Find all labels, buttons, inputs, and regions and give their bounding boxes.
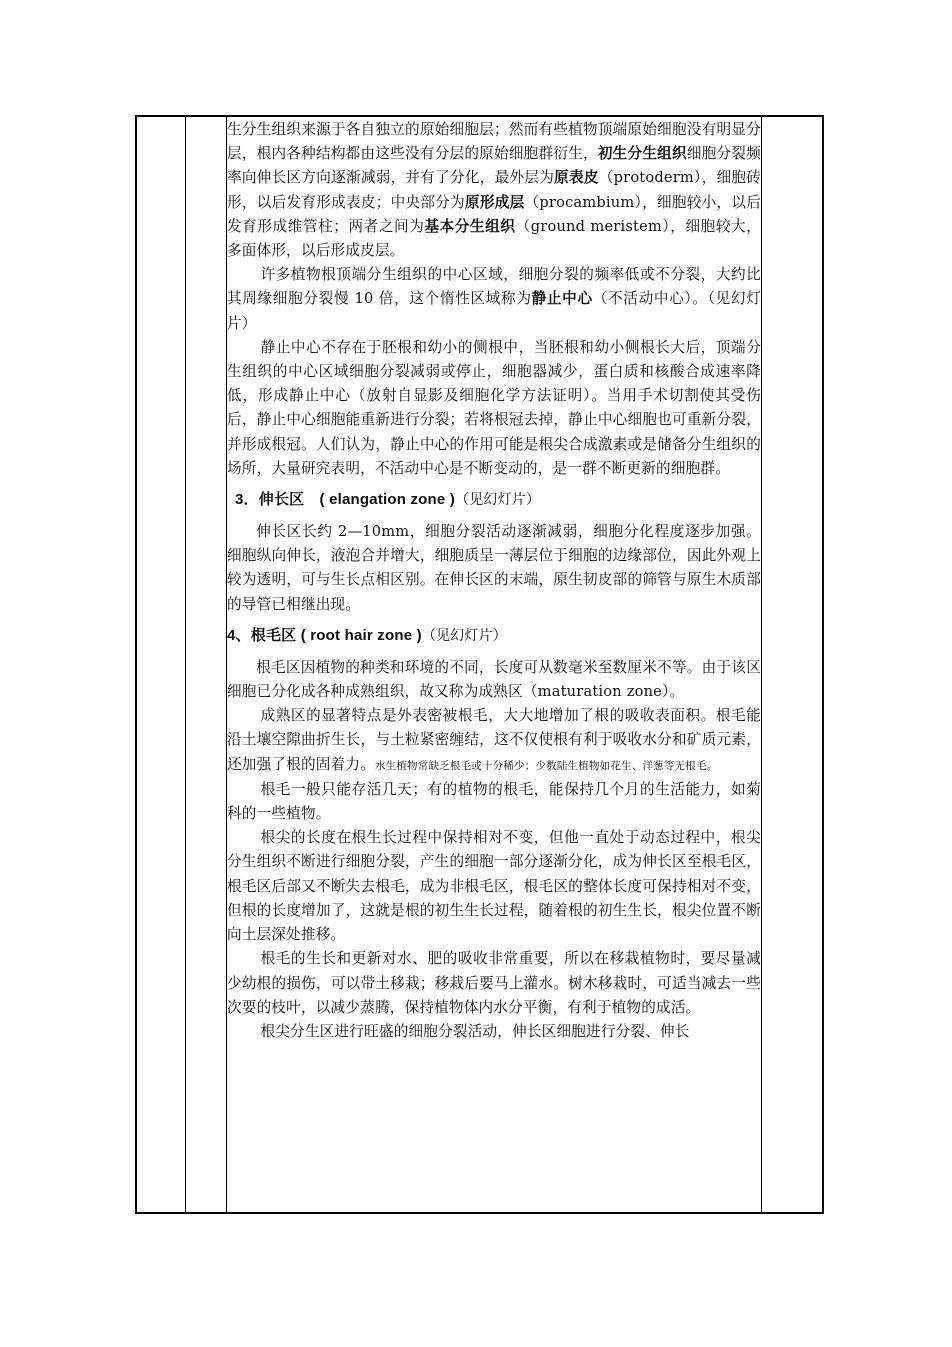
text: （procambium），细胞较小，以后发育形成维管柱；两者之间为 [227,193,762,235]
heading-elongation-zone [235,486,761,514]
paragraph-meristem-activity: 根尖分生区进行旺盛的细胞分裂活动，伸长区细胞进行分裂、伸长 [260,1022,690,1040]
column-divider-3 [761,117,762,1212]
text: 生分生组织来源于各自独立的原始细胞层；然而有些植物顶端原始细胞没有明显分层，根内各种结构都由这些没有分层的原始细胞群衍生， [227,121,761,163]
paragraph-root-hair-zone: 根毛区因植物的种类和环境的不同，长度可从数毫米至数厘米不等。由于该区细胞已分化成各种成熟组织，故又称为成熟区（maturation zone）。 [227,658,761,701]
paragraph-root-hair-life: 根毛一般只能存活几天；有的植物的根毛，能保持几个月的生活能力，如菊科的一些植物。 [227,780,761,823]
heading-title: 3．伸长区 ( elangation zone ) [235,491,456,509]
heading-title: 4、根毛区 ( root hair zone ) [227,626,422,644]
heading-root-hair-zone [227,622,761,650]
term-procambium: 原形成层 [465,193,525,211]
paragraph-root-tip-length: 根尖的长度在根生长过程中保持相对不变，但他一直处于动态过程中，根尖分生组织不断进行细胞分裂，产生的细胞一部分逐渐分化，成为伸长区至根毛区，根毛区后部又不断失去根毛，成为非根毛区，根毛区的整体长度可保持相对不变，但根的长度增加了，这就是根的初生生长过程，随着根的初生生长，根尖位置不断向土层深处推移。 [227,829,761,944]
paragraph-transplanting: 根毛的生长和更新对水、肥的吸收非常重要，所以在移栽植物时，要尽量减少幼根的损伤，可以带土移栽；移栽后要马上灌水。树木移栽时，可适当减去一些次要的枝叶，以减少蒸腾，保持植物体内水分平衡，有利于植物的成活。 [227,950,761,1016]
text: 细胞分裂频率向伸长区方向逐渐减弱，并有了分化，最外层为 [227,145,761,187]
text: 许多植物根顶端分生组织的中心区域，细胞分裂的频率低或不分裂，大约比其周缘细胞分裂慢 10 倍，这个惰性区域称为 [227,266,761,308]
term-primary-meristem: 初生分生组织 [597,145,687,163]
paragraph-maturation [227,704,761,778]
term-quiescent-center: 静止中心 [531,290,593,308]
text: （ground meristem），细胞较大，多面体形，以后形成皮层。 [227,217,761,260]
paragraph-quiescent-detail: 静止中心不存在于胚根和幼小的侧根中，当胚根和幼小侧根长大后，顶端分生组织的中心区域细胞分裂减弱或停止，细胞器减少，蛋白质和核酸合成速率降低，形成静止中心（放射自显影及细胞化学方法证明）。当用手术切割使其受伤后，静止中心细胞能重新进行分裂；若将根冠去掉，静止中心细胞也可重新分裂，并形成根冠。人们认为，静止中心的作用可能是根尖合成激素或是储备分生组织的场所，大量研究表明，不活动中心是不断变动的，是一群不断更新的细胞群。 [227,338,761,477]
term-protoderm: 原表皮 [554,169,599,187]
term-ground-meristem: 基本分生组织 [424,217,516,235]
paragraph-elongation: 伸长区长约 2—10mm，细胞分裂活动逐渐减弱，细胞分化程度逐步加强。细胞纵向伸长，液泡合并增大，细胞质呈一薄层位于细胞的边缘部位，因此外观上较为透明，可与生长点相区别。在伸长区的末端，原生韧皮部的筛管与原生木质部的导管已相继出现。 [227,523,761,613]
text: （protoderm），细胞砖形，以后发育形成表皮；中央部分为 [227,169,761,211]
small-note: 水生植物常缺乏根毛或十分稀少；少数陆生植物如花生、洋葱等无根毛。 [374,759,718,772]
column-divider-1 [185,117,186,1212]
heading-note: （见幻灯片） [421,627,508,644]
paragraph-primary-meristem [227,118,761,263]
document-body [227,118,761,1044]
paragraph-quiescent-center [227,263,761,336]
text: 成熟区的显著特点是外表密被根毛，大大地增加了根的吸收表面积。根毛能沿土壤空隙曲折生长，与土粒紧密缠结，这不仅使根有利于吸收水分和矿质元素，还加强了根的固着力。 [227,707,761,773]
heading-note: （见幻灯片） [455,492,541,509]
text: （不活动中心）。（见幻灯片） [227,290,761,332]
